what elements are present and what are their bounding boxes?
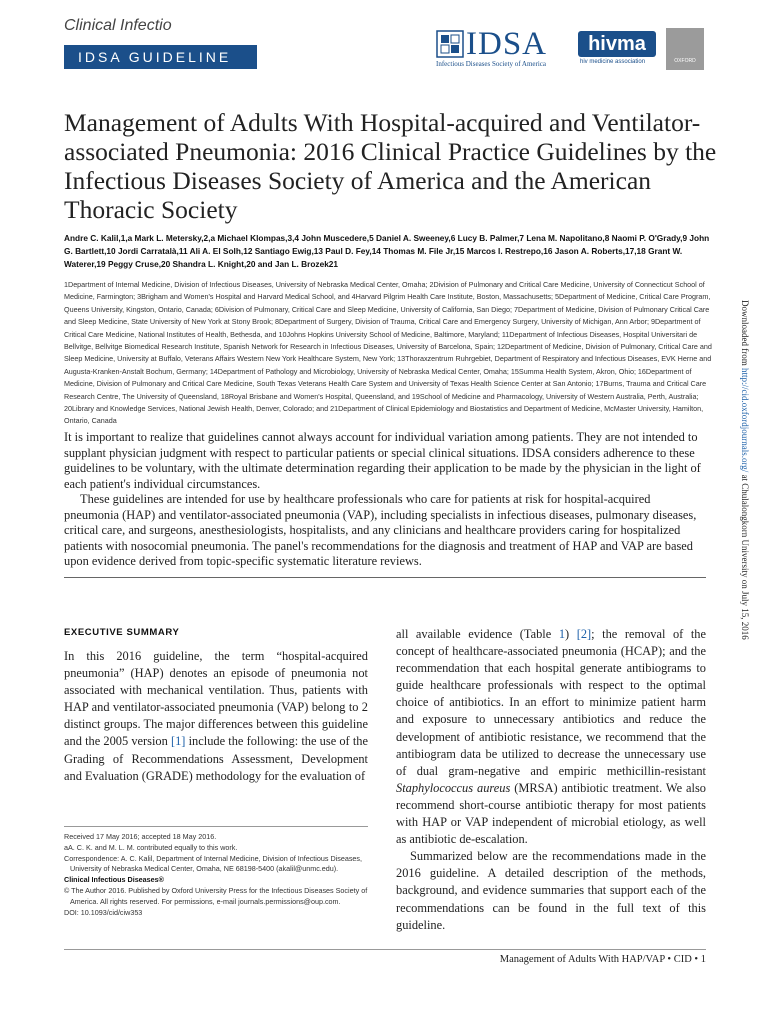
- received-date: Received 17 May 2016; accepted 18 May 2016.: [64, 832, 217, 841]
- equal-contribution-note: aA. C. K. and M. L. M. contributed equally to this work.: [64, 842, 238, 852]
- idsa-logo: [436, 28, 568, 70]
- intro-box: [64, 430, 706, 570]
- article-title: Management of Adults With Hospital-acquired and Ventilator-associated Pneumonia: 2016 Clinical Practice Guidelines by the Infectious Diseases Society of America and the American Thoracic Society: [64, 108, 717, 224]
- body-text: In this 2016 guideline, the term “hospital-acquired pneumonia” (HAP) denotes an episode of pneumonia not associated with mechanical ventilation. Thus, patients with HAP and ventilator-associated pneumonia (VAP) belong to 2 distinct groups. The major differences between this guideline and the 2005 version: [64, 649, 368, 749]
- section-heading: EXECUTIVE SUMMARY: [64, 627, 180, 638]
- body-text: all available evidence (Table: [396, 627, 559, 641]
- download-notice: [738, 300, 752, 730]
- page-footer: Management of Adults With HAP/VAP • CID • 1: [499, 954, 706, 965]
- hivma-logo: [578, 31, 656, 69]
- reference-link[interactable]: [1]: [170, 734, 186, 749]
- intro-paragraph: It is important to realize that guidelines cannot always account for individual variation among patients. They are not intended to supplant physician judgment with respect to particular patients or special clinical situations. IDSA considers adherence to these guidelines to be voluntary, with the ultimate determination regarding their application to be made by the physician in the light of each patient's individual circumstances.: [64, 430, 701, 491]
- body-paragraph: [396, 626, 706, 848]
- affiliations: 1Department of Internal Medicine, Division of Infectious Diseases, University of Nebraska Medical Center, Omaha; 2Division of Pulmonary and Critical Care Medicine, University of Connecticut School of Medicine, Farmington; 3Brigham and Women's Hospital and Harvard Medical School, and 4Harvard Pilgrim Health Care Institute, Boston, Massachusetts; 5Department of Medicine, Critical Care Program, Queens University, Kingston, Ontario, Canada; 6Division of Pulmonary, Critical Care and Sleep Medicine, University of California, San Diego; 7Department of Medicine, Division of Pulmonary Critical Care and Sleep Medicine, State University of New York at Stony Brook; 8Department of Surgery, Division of Trauma, Critical Care and Emergency Surgery, University of Michigan, Ann Arbor; 9Department of Critical Care Medicine, National Institutes of Health, Bethesda, and 10Johns Hopkins University School of Medicine, Baltimore, Maryland; 11Department of Infectious Diseases, Hospital Universitari de Bellvitge, Bellvitge Biomedical Research Institute, Spanish Network for Research in Infectious Diseases, University of Barcelona, Spain; 12Department of Medicine, Division of Pulmonary, Critical Care and Sleep Medicine, University at Buffalo, Veterans Affairs Western New York Healthcare System, New York; 13Thoraxzentrum Ruhrgebiet, Department of Respiratory and Infectious Diseases, EVK Herne and Augusta-Kranken-Anstalt Bochum, Germany; 14Department of Pathology and Microbiology, University of Nebraska Medical Center, Omaha; 15Summa Health System, Akron, Ohio; 16Department of Medicine, Division of Pulmonary and Critical Care Medicine, South Texas Veterans Health Care System and University of Texas Health Science Center at San Antonio; 17Burns, Trauma and Critical Care Research Centre, The University of Queensland, 18Royal Brisbane and Women's Hospital, Queensland, and 19School of Medicine and Pharmacology, University of Western Australia, Perth, Australia; 20Library and Knowledge Services, National Jewish Health, Denver, Colorado; and 21Department of Clinical Epidemiology and Biostatistics and Department of Medicine, McMaster University, Hamilton, Ontario, Canada: [64, 280, 712, 426]
- download-sidebar: [738, 300, 752, 730]
- journal-label: Clinical Infectious Diseases®: [64, 875, 164, 885]
- oxford-logo: [666, 28, 704, 70]
- reference-link[interactable]: [2]: [576, 627, 592, 641]
- copyright-note: © The Author 2016. Published by Oxford University Press for the Infectious Diseases Society of America. All rights reserved. For permissions, e-mail journals.permissions@oup.com.: [64, 885, 368, 906]
- body-column-right: [396, 626, 706, 934]
- intro-paragraph: These guidelines are intended for use by healthcare professionals who care for patients at risk for hospital-acquired pneumonia (HAP) and ventilator-associated pneumonia (VAP), including specialists in infectious diseases, pulmonary diseases, critical care, and surgeons, anesthesiologists, hospitalists, and any clinicians and healthcare providers caring for hospitalized patients with nosocomial pneumonia. The panel's recommendations for the diagnosis and treatment of HAP and VAP are based upon evidence derived from topic-specific systematic literature reviews.: [64, 492, 697, 568]
- table-link[interactable]: 1: [558, 627, 566, 641]
- download-prefix: Downloaded from: [740, 300, 750, 368]
- body-text: ): [565, 627, 577, 641]
- journal-name: Clinical Infectio: [64, 17, 172, 34]
- idsa-tagline: Infectious Diseases Society of America: [436, 60, 547, 68]
- organism-name: Staphylococcus aureus: [396, 780, 511, 795]
- download-suffix: at Chulalongkorn University on July 15, 2016: [740, 472, 750, 640]
- body-paragraph: Summarized below are the recommendations made in the 2016 guideline. A detailed description of the methods, background, and evidence summaries that support each of the recommendations can be found in the full text of this guideline.: [396, 849, 706, 932]
- hivma-tagline: hiv medicine association: [580, 59, 646, 65]
- footnote-divider: [64, 826, 368, 827]
- idsa-emblem-icon: [436, 30, 464, 58]
- footer-divider: [64, 949, 706, 950]
- idsa-wordmark: IDSA: [466, 26, 548, 62]
- intro-divider: [64, 577, 706, 578]
- body-text: (MRSA) antibiotic treatment. We also recommend short-course antibiotic therapy for most patients with HAP or VAP independent of microbial etiology, as well as antibiotic de-escalation.: [396, 780, 706, 847]
- hivma-wordmark: hivma: [578, 31, 656, 57]
- correspondence-note: Correspondence: A. C. Kalil, Department of Internal Medicine, Division of Infectious Diseases, University of Nebraska Medical Center, Omaha, NE 68198-5400 (akalil@unmc.edu).: [64, 853, 363, 874]
- body-text: include the following: the use of the Grading of Recommendations Assessment, Development and Evaluation (GRADE) methodology for the evaluation of: [64, 734, 368, 783]
- guideline-banner: IDSA GUIDELINE: [64, 45, 257, 69]
- footnotes: [64, 832, 368, 918]
- doi: DOI: 10.1093/cid/ciw353: [64, 907, 143, 917]
- oxford-wordmark: OXFORD: [674, 58, 696, 64]
- body-text: ; the removal of the concept of healthcare-associated pneumonia (HCAP); and the recommendation that each hospital generate antibiograms to guide healthcare professionals with respect to the optimal choice of antibiotics. In an effort to minimize patient harm and exposure to unnecessary antibiotics and reduce the development of antibiotic resistance, we recommend that the antibiogram data be utilized to decrease the unnecessary use of dual gram-negative and empiric methicillin-resistant: [396, 627, 707, 778]
- journal-url-link[interactable]: http://cid.oxfordjournals.org/: [740, 367, 750, 473]
- author-list: Andre C. Kalil,1,a Mark L. Metersky,2,a Michael Klompas,3,4 John Muscedere,5 Daniel A. Sweeney,6 Lucy B. Palmer,7 Lena M. Napolitano,8 Naomi P. O'Grady,9 John G. Bartlett,10 Jordi Carratalà,11 Ali A. El Solh,12 Santiago Ewig,13 Paul D. Fey,14 Thomas M. File Jr,15 Marcos I. Restrepo,16 Jason A. Roberts,17,18 Grant W. Waterer,19 Peggy Cruse,20 Shandra L. Knight,20 and Jan L. Brozek21: [64, 233, 710, 269]
- body-column-left: [64, 648, 368, 785]
